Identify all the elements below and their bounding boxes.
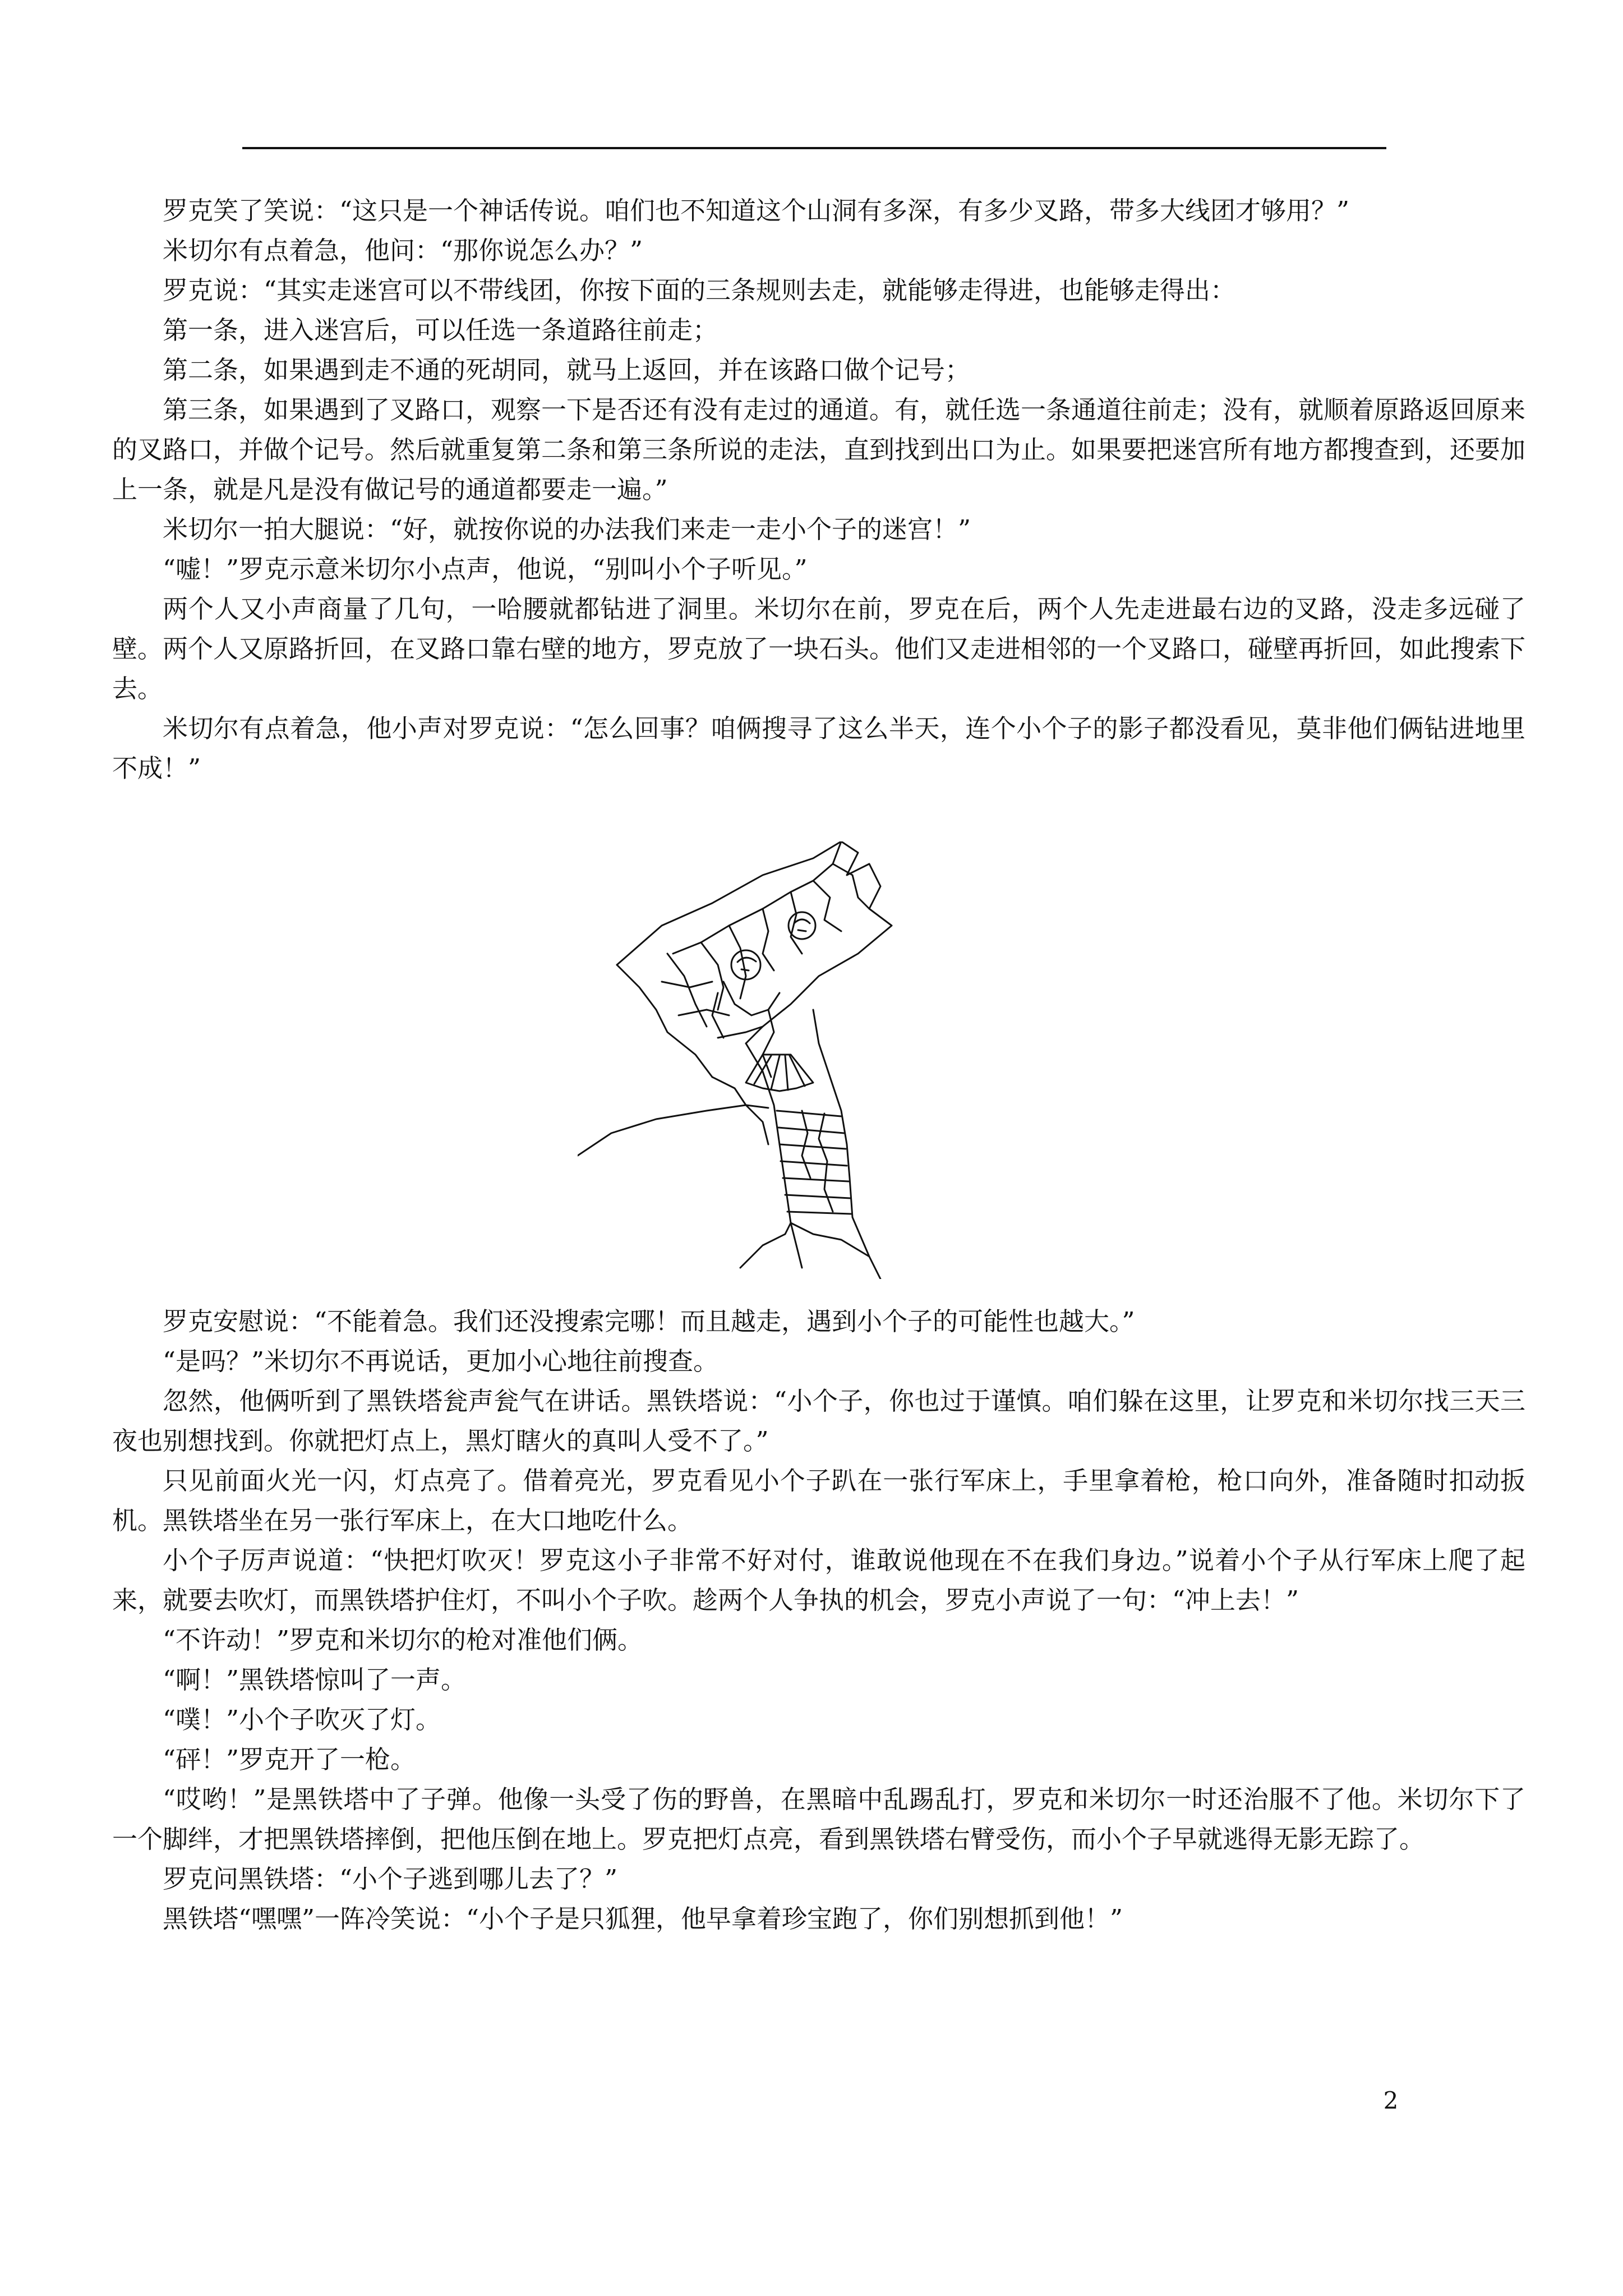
header-rule — [242, 147, 1386, 149]
paragraph: 罗克问黑铁塔：“小个子逃到哪儿去了？” — [163, 1864, 618, 1894]
story-text-bottom — [112, 1301, 1525, 1939]
page-number: 2 — [1383, 2087, 1399, 2114]
paragraph: 第二条，如果遇到走不通的死胡同，就马上返回，并在该路口做个记号； — [163, 355, 971, 385]
paragraph: 罗克说：“其实走迷宫可以不带线团，你按下面的三条规则去走，就能够走得进，也能够走得出： — [163, 275, 1236, 305]
paragraph: 两个人又小声商量了几句，一哈腰就都钻进了洞里。米切尔在前，罗克在后，两个人先走进最右边的叉路，没走多远碰了壁。两个人又原路折回，在叉路口靠右壁的地方，罗克放了一块石头。他们又走进相邻的一个叉路口，碰壁再折回，如此搜索下去。 — [112, 594, 1526, 703]
paragraph: “嘘！”罗克示意米切尔小点声，他说，“别叫小个子听见。” — [163, 554, 808, 584]
paragraph: 米切尔有点着急，他问：“那你说怎么办？” — [163, 236, 643, 265]
cave-illustration — [578, 841, 1004, 1279]
story-text-top — [112, 191, 1525, 788]
paragraph: 第三条，如果遇到了叉路口，观察一下是否还有没有走过的通道。有，就任选一条通道往前走；没有，就顺着原路返回原来的叉路口，并做个记号。然后就重复第二条和第三条所说的走法，直到找到出口为止。如果要把迷宫所有地方都搜查到，还要加上一条，就是凡是没有做记号的通道都要走一遍。” — [112, 395, 1526, 504]
paragraph: 米切尔有点着急，他小声对罗克说：“怎么回事？咱俩搜寻了这么半天，连个小个子的影子都没看见，莫非他们俩钻进地里不成！” — [112, 714, 1525, 783]
paragraph: 第一条，进入迷宫后，可以任选一条道路往前走； — [163, 315, 718, 345]
paragraph: 忽然，他俩听到了黑铁塔瓮声瓮气在讲话。黑铁塔说：“小个子，你也过于谨慎。咱们躲在这里，让罗克和米切尔找三天三夜也别想找到。你就把灯点上，黑灯瞎火的真叫人受不了。” — [112, 1386, 1525, 1456]
paragraph: 黑铁塔“嘿嘿”一阵冷笑说：“小个子是只狐狸，他早拿着珍宝跑了，你们别想抓到他！” — [163, 1904, 1123, 1934]
paragraph: 只见前面火光一闪，灯点亮了。借着亮光，罗克看见小个子趴在一张行军床上，手里拿着枪，枪口向外，准备随时扣动扳机。黑铁塔坐在另一张行军床上，在大口地吃什么。 — [112, 1466, 1525, 1535]
paragraph: “啊！”黑铁塔惊叫了一声。 — [163, 1665, 467, 1695]
paragraph: 罗克笑了笑说：“这只是一个神话传说。咱们也不知道这个山洞有多深，有多少叉路，带多大线团才够用？” — [163, 196, 1350, 226]
paragraph: “是吗？”米切尔不再说话，更加小心地往前搜查。 — [163, 1346, 719, 1376]
paragraph: 罗克安慰说：“不能着急。我们还没搜索完哪！而且越走，遇到小个子的可能性也越大。” — [163, 1306, 1135, 1336]
paragraph: 小个子厉声说道：“快把灯吹灭！罗克这小子非常不好对付，谁敢说他现在不在我们身边。”说着小个子从行军床上爬了起来，就要去吹灯，而黑铁塔护住灯，不叫小个子吹。趁两个人争执的机会，罗克小声说了一句：“冲上去！” — [112, 1545, 1525, 1615]
paragraph: “噗！”小个子吹灭了灯。 — [163, 1705, 441, 1734]
paragraph: “砰！”罗克开了一枪。 — [163, 1745, 416, 1774]
paragraph: “哎哟！”是黑铁塔中了子弹。他像一头受了伤的野兽，在黑暗中乱踢乱打，罗克和米切尔一时还治服不了他。米切尔下了一个脚绊，才把黑铁塔摔倒，把他压倒在地上。罗克把灯点亮，看到黑铁塔右臂受伤，而小个子早就逃得无影无踪了。 — [112, 1784, 1525, 1854]
paragraph: 米切尔一拍大腿说：“好，就按你说的办法我们来走一走小个子的迷宫！” — [163, 514, 971, 544]
paragraph: “不许动！”罗克和米切尔的枪对准他们俩。 — [163, 1625, 643, 1655]
